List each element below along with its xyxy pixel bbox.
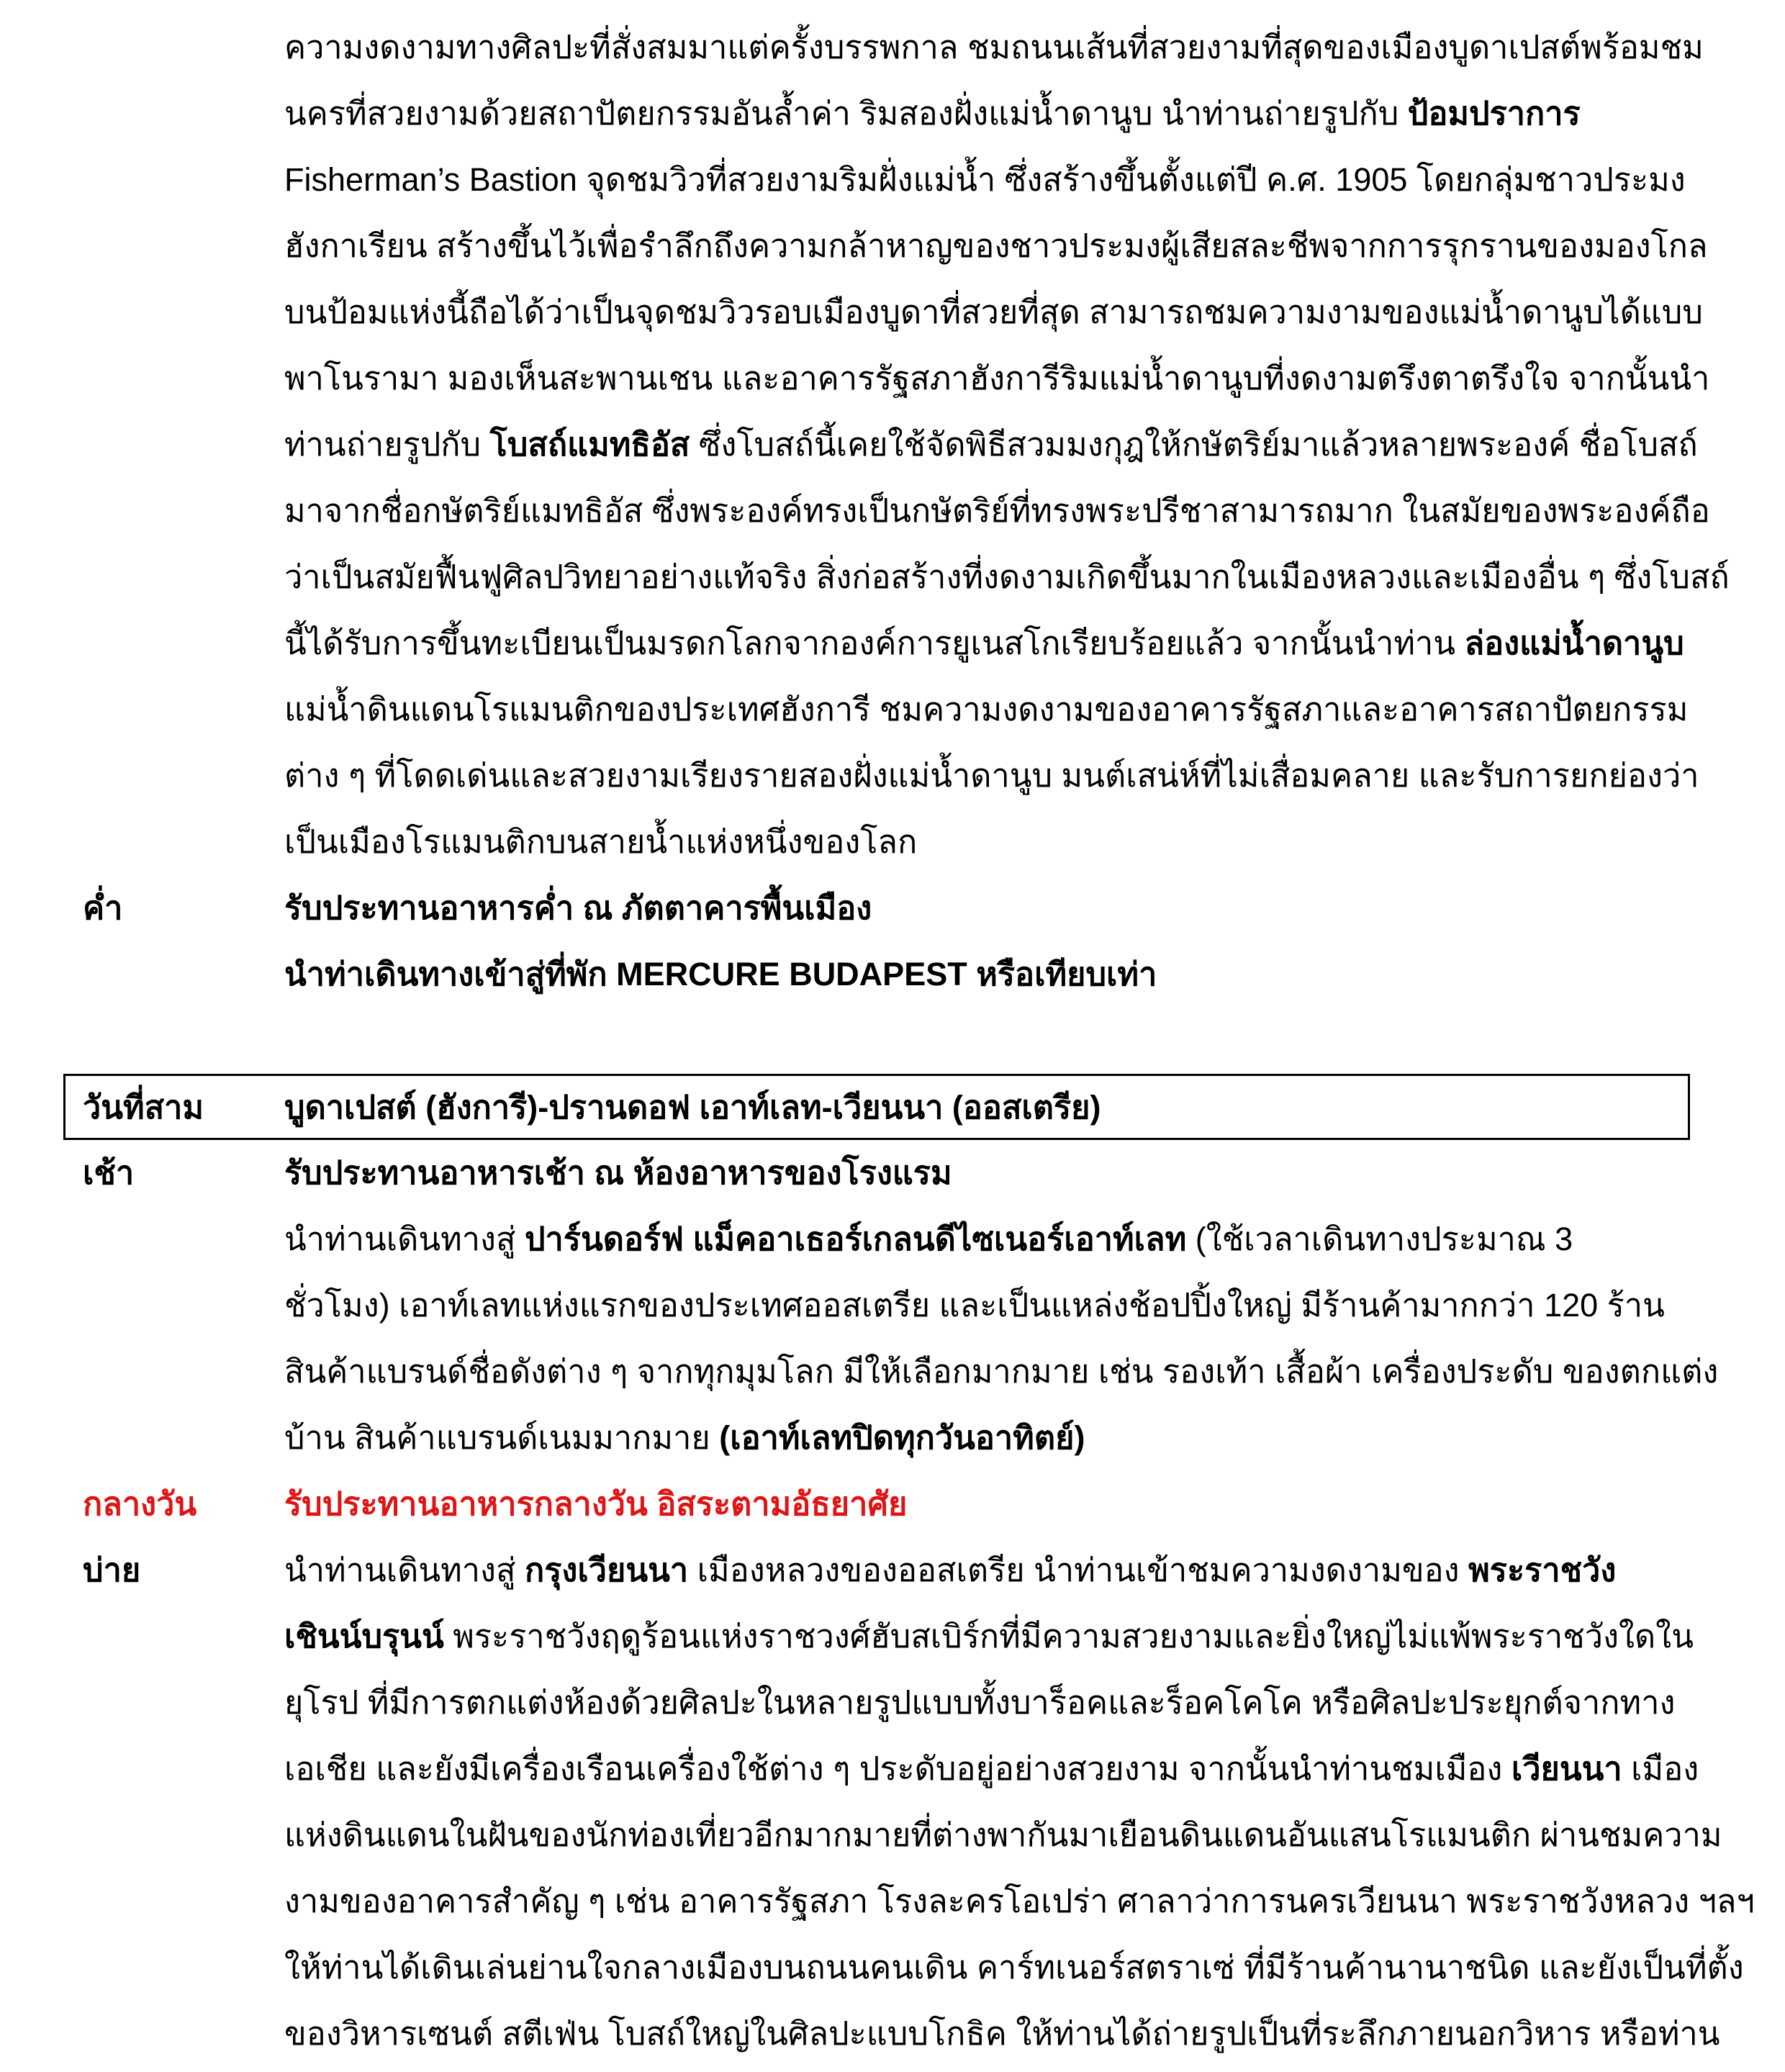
text-run: ให้ท่านได้เดินเล่นย่านใจกลางเมืองบนถนนคนเดิน คาร์ทเนอร์สตราเซ่ ที่มีร้านค้านานาชนิด และยังเป็นที่ตั้ง <box>284 1949 1744 1986</box>
itinerary-row <box>0 1405 1785 1471</box>
itinerary-row <box>0 81 1785 147</box>
itinerary-row <box>0 1206 1785 1272</box>
text-run: แม่น้ำดินแดนโรแมนติกของประเทศฮังการี ชมความงดงามของอาคารรัฐสภาและอาคารสถาปัตยกรรม <box>284 691 1689 728</box>
time-label <box>83 1935 284 2001</box>
itinerary-line <box>284 610 1785 677</box>
itinerary-line <box>284 677 1785 743</box>
text-run: เป็นเมืองโรแมนติกบนสายน้ำแห่งหนึ่งของโลก <box>284 823 918 860</box>
time-label <box>83 2001 284 2067</box>
itinerary-line <box>284 1802 1785 1868</box>
itinerary-row <box>0 1802 1785 1868</box>
text-run: พระราชวัง <box>1468 1552 1617 1588</box>
itinerary-row <box>0 279 1785 345</box>
time-label: บ่าย <box>83 1552 141 1588</box>
time-label <box>83 14 284 81</box>
itinerary-line <box>284 2001 1785 2067</box>
text-run: สินค้าแบรนด์ชื่อดังต่าง ๆ จากทุกมุมโลก มีให้เลือกมากมาย เช่น รองเท้า เสื้อผ้า เครื่องประดับ ของตกแต่ง <box>284 1353 1719 1390</box>
itinerary-line <box>284 279 1785 345</box>
text-run: กรุงเวียนนา <box>524 1552 689 1588</box>
text-run: Fisherman’s Bastion จุดชมวิวที่สวยงามริมฝั่งแม่น้ำ ซึ่งสร้างขึ้นตั้งแต่ปี ค.ศ. 1905 โดยกลุ่มชาวประมง <box>284 161 1686 198</box>
itinerary-row <box>0 1736 1785 1802</box>
text-run: พระราชวังฤดูร้อนแห่งราชวงศ์ฮับสเบิร์กที่มีความสวยงามและยิ่งใหญ่ไม่แพ้พระราชวังใดใน <box>443 1618 1694 1655</box>
itinerary-line <box>284 941 1785 1008</box>
time-label <box>83 1603 284 1670</box>
day-label: วันที่สาม <box>83 1088 204 1126</box>
time-label <box>83 412 284 478</box>
time-label <box>83 941 284 1008</box>
text-run: (เอาท์เลทปิดทุกวันอาทิตย์) <box>719 1419 1085 1456</box>
itinerary-line <box>284 1339 1785 1405</box>
text-run: นำท่านเดินทางสู่ <box>284 1552 525 1588</box>
itinerary-line <box>284 1206 1785 1272</box>
text-run: เชินน์บรุนน์ <box>284 1618 444 1655</box>
itinerary-line <box>284 1471 1785 1537</box>
time-label <box>83 1339 284 1405</box>
time-label <box>83 147 284 213</box>
text-run: นำท่านเดินทางสู่ <box>284 1221 525 1257</box>
itinerary-row <box>0 213 1785 279</box>
itinerary-row <box>0 1272 1785 1339</box>
text-run: เวียนนา <box>1511 1750 1622 1787</box>
itinerary-line <box>284 412 1785 478</box>
time-label <box>83 610 284 677</box>
text-run: นครที่สวยงามด้วยสถาปัตยกรรมอันล้ำค่า ริมสองฝั่งแม่น้ำดานูบ นำท่านถ่ายรูปกับ <box>284 95 1408 132</box>
itinerary-line <box>284 478 1785 544</box>
time-label <box>83 1206 284 1272</box>
text-run: ยุโรป ที่มีการตกแต่งห้องด้วยศิลปะในหลายรูปแบบทั้งบาร็อคและร็อคโคโค หรือศิลปะประยุกต์จากทาง <box>284 1684 1676 1721</box>
itinerary-line <box>284 81 1785 147</box>
itinerary-row <box>0 809 1785 875</box>
day-route-title: บูดาเปสต์ (ฮังการี)-ปรานดอฟ เอาท์เลท-เวียนนา (ออสเตรีย) <box>284 1088 1101 1126</box>
itinerary-row <box>0 1670 1785 1736</box>
itinerary-row <box>0 1140 1785 1206</box>
itinerary-line <box>284 1140 1785 1206</box>
text-run: ซึ่งโบสถ์นี้เคยใช้จัดพิธีสวมมงกุฎให้กษัตริย์มาแล้วหลายพระองค์ ชื่อโบสถ์ <box>690 426 1698 463</box>
itinerary-row <box>0 743 1785 809</box>
text-run: นี้ได้รับการขึ้นทะเบียนเป็นมรดกโลกจากองค์การยูเนสโกเรียบร้อยแล้ว จากนั้นนำท่าน <box>284 625 1465 661</box>
time-label <box>83 743 284 809</box>
itinerary-line <box>284 1405 1785 1471</box>
text-run: มาจากชื่อกษัตริย์แมทธิอัส ซึ่งพระองค์ทรงเป็นกษัตริย์ที่ทรงพระปรีชาสามารถมาก ในสมัยของพระองค์ถือ <box>284 492 1710 529</box>
text-run: ป้อมปราการ <box>1407 95 1581 132</box>
time-label <box>83 345 284 412</box>
itinerary-row <box>0 941 1785 1008</box>
text-run: รับประทานอาหารค่ำ ณ ภัตตาคารพื้นเมือง <box>284 890 872 926</box>
text-run: เอเชีย และยังมีเครื่องเรือนเครื่องใช้ต่าง ๆ ประดับอยู่อย่างสวยงาม จากนั้นนำท่านชมเมือง <box>284 1750 1511 1787</box>
itinerary-row <box>0 677 1785 743</box>
text-run: ปาร์นดอร์ฟ แม็คอาเธอร์เกลนดีไซเนอร์เอาท์เลท <box>524 1221 1187 1257</box>
text-run: นำท่าเดินทางเข้าสู่ที่พัก MERCURE BUDAPEST หรือเทียบเท่า <box>284 956 1157 992</box>
time-label <box>83 279 284 345</box>
itinerary-row <box>0 1935 1785 2001</box>
itinerary-row <box>0 1868 1785 1935</box>
itinerary-line <box>284 14 1785 81</box>
itinerary-row <box>0 478 1785 544</box>
itinerary-row <box>0 875 1785 941</box>
itinerary-row <box>0 345 1785 412</box>
itinerary-line <box>284 1868 1785 1935</box>
itinerary-row <box>0 544 1785 610</box>
itinerary-line <box>284 544 1785 610</box>
text-run: ต่าง ๆ ที่โดดเด่นและสวยงามเรียงรายสองฝั่งแม่น้ำดานูบ มนต์เสน่ห์ที่ไม่เสื่อมคลาย และรับการยกย่องว่า <box>284 757 1699 794</box>
text-run: บนป้อมแห่งนี้ถือได้ว่าเป็นจุดชมวิวรอบเมืองบูดาที่สวยที่สุด สามารถชมความงามของแม่น้ำดานูบได้แบบ <box>284 294 1703 330</box>
itinerary-row <box>0 1471 1785 1537</box>
itinerary-line <box>284 743 1785 809</box>
time-label: กลางวัน <box>83 1485 197 1522</box>
itinerary-row <box>0 14 1785 81</box>
text-run: งามของอาคารสำคัญ ๆ เช่น อาคารรัฐสภา โรงละครโอเปร่า ศาลาว่าการนครเวียนนา พระราชวังหลวง ฯลฯ <box>284 1883 1755 1919</box>
itinerary-line <box>284 213 1785 279</box>
text-run: เมืองหลวงของออสเตรีย นำท่านเข้าชมความงดงามของ <box>688 1552 1469 1588</box>
blank-line <box>0 1008 1785 1074</box>
time-label: ค่ำ <box>83 890 123 926</box>
text-run: ความงดงามทางศิลปะที่สั่งสมมาแต่ครั้งบรรพกาล ชมถนนเส้นที่สวยงามที่สุดของเมืองบูดาเปสต์พร้อมชม <box>284 29 1704 65</box>
time-label <box>83 1736 284 1802</box>
itinerary-line <box>284 345 1785 412</box>
itinerary-row <box>0 412 1785 478</box>
text-run: บ้าน สินค้าแบรนด์เนมมากมาย <box>284 1419 720 1456</box>
text-run: รับประทานอาหารเช้า ณ ห้องอาหารของโรงแรม <box>284 1154 952 1191</box>
itinerary-line <box>284 1935 1785 2001</box>
time-label <box>83 1670 284 1736</box>
itinerary-line <box>284 1272 1785 1339</box>
text-run: (ใช้เวลาเดินทางประมาณ 3 <box>1186 1221 1573 1257</box>
text-run: ของวิหารเซนต์ สตีเฟ่น โบสถ์ใหญ่ในศิลปะแบบโกธิค ให้ท่านได้ถ่ายรูปเป็นที่ระลึกภายนอกวิหาร หรือท่าน <box>284 2015 1720 2052</box>
itinerary-line <box>284 1603 1785 1670</box>
text-run: ว่าเป็นสมัยฟื้นฟูศิลปวิทยาอย่างแท้จริง สิ่งก่อสร้างที่งดงามเกิดขึ้นมากในเมืองหลวงและเมืองอื่น ๆ ซึ่งโบสถ์ <box>284 558 1730 595</box>
text-run: โบสถ์แมทธิอัส <box>489 426 690 463</box>
time-label <box>83 1405 284 1471</box>
itinerary-line <box>284 1537 1785 1603</box>
time-label: เช้า <box>83 1154 135 1191</box>
itinerary-line <box>284 1736 1785 1802</box>
text-run: แห่งดินแดนในฝันของนักท่องเที่ยวอีกมากมายที่ต่างพากันมาเยือนดินแดนอันแสนโรแมนติก ผ่านชมความ <box>284 1817 1722 1853</box>
time-label <box>83 1272 284 1339</box>
text-run: ฮังกาเรียน สร้างขึ้นไว้เพื่อรำลึกถึงความกล้าหาญของชาวประมงผู้เสียสละชีพจากการรุกรานของมองโกล <box>284 227 1708 264</box>
time-label <box>83 81 284 147</box>
time-label <box>83 213 284 279</box>
itinerary-line <box>284 147 1785 213</box>
time-label <box>83 809 284 875</box>
text-run: เมือง <box>1622 1750 1699 1787</box>
time-label <box>83 478 284 544</box>
itinerary-line <box>284 1670 1785 1736</box>
time-label <box>83 1868 284 1935</box>
itinerary-row <box>0 1537 1785 1603</box>
text-run: ล่องแม่น้ำดานูบ <box>1464 625 1684 661</box>
time-label <box>83 1802 284 1868</box>
itinerary-line <box>284 809 1785 875</box>
itinerary-line <box>284 875 1785 941</box>
time-label <box>83 677 284 743</box>
time-label <box>83 544 284 610</box>
text-run: รับประทานอาหารกลางวัน อิสระตามอัธยาศัย <box>284 1485 908 1522</box>
day-header-row <box>63 1074 1690 1140</box>
itinerary-row <box>0 610 1785 677</box>
itinerary-row <box>0 147 1785 213</box>
itinerary-row <box>0 1339 1785 1405</box>
text-run: ชั่วโมง) เอาท์เลทแห่งแรกของประเทศออสเตรีย และเป็นแหล่งช้อปปิ้งใหญ่ มีร้านค้ามากกว่า 120 ร้าน <box>284 1287 1665 1324</box>
text-run: พาโนรามา มองเห็นสะพานเชน และอาคารรัฐสภาฮังการีริมแม่น้ำดานูบที่งดงามตรึงตาตรึงใจ จากนั้นนำ <box>284 360 1710 397</box>
itinerary-row <box>0 1603 1785 1670</box>
text-run: ท่านถ่ายรูปกับ <box>284 426 490 463</box>
itinerary-row <box>0 2001 1785 2067</box>
